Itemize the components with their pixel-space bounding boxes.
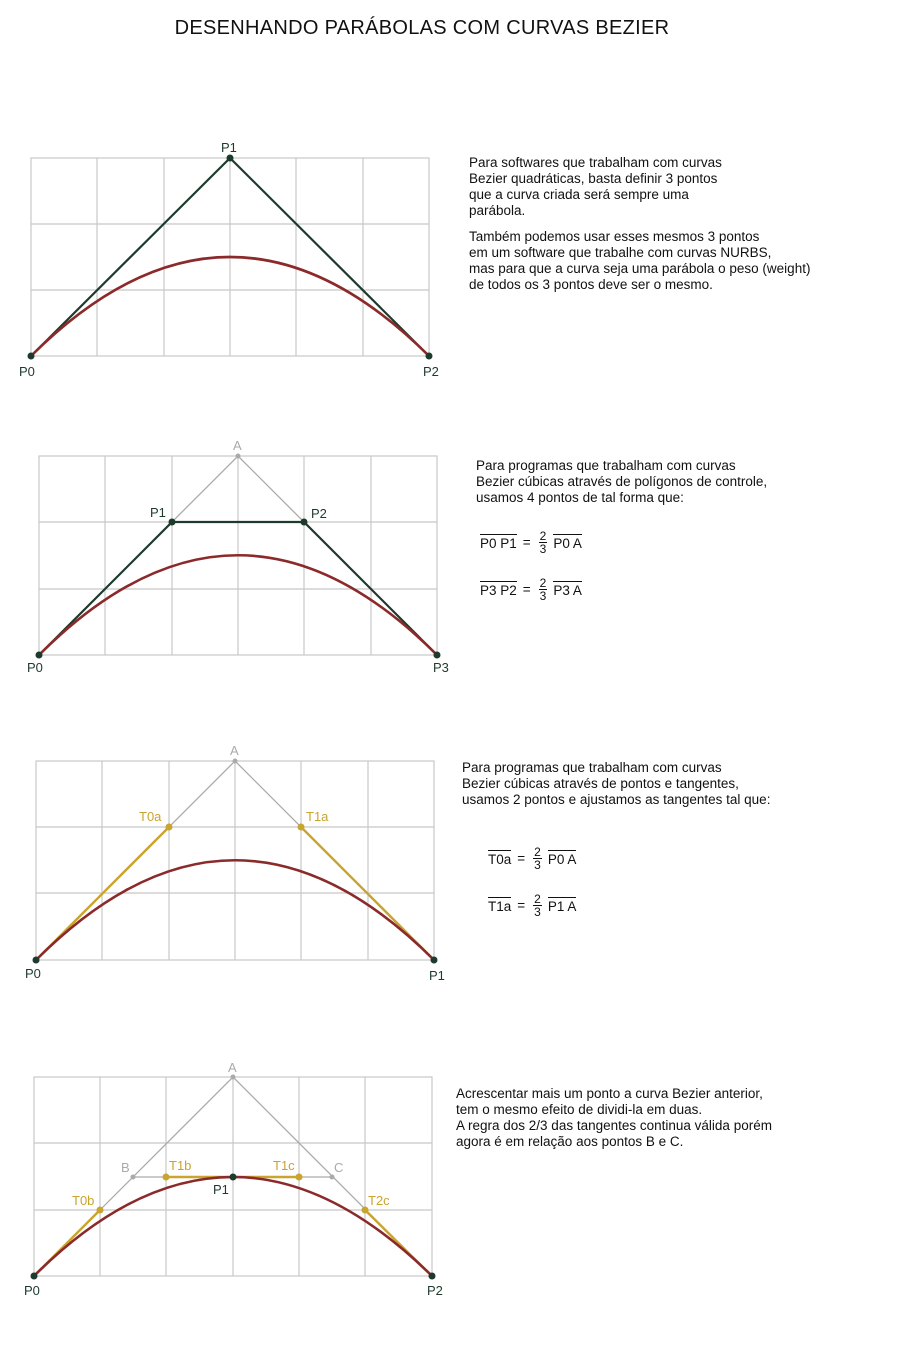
tangent-t1a <box>301 827 434 960</box>
grid-2 <box>39 456 437 655</box>
label-t2c: T2c <box>368 1193 390 1208</box>
point-a-2 <box>236 454 241 459</box>
formula-rhs: P0 A <box>547 852 577 867</box>
label-p1-3: P1 <box>429 968 445 983</box>
point-t0a <box>166 824 173 831</box>
label-a-3: A <box>230 743 239 758</box>
fraction-num: 2 <box>534 892 541 906</box>
bezier-curve-3 <box>36 860 434 960</box>
equals-sign: = <box>522 535 531 550</box>
label-p1: P1 <box>221 140 237 155</box>
label-c: C <box>334 1160 344 1175</box>
fraction <box>533 846 542 871</box>
formula-rhs: P3 A <box>553 583 582 598</box>
label-p0-2: P0 <box>27 660 43 675</box>
point-p3-2 <box>434 652 441 659</box>
description-3: Para programas que trabalham com curvas Bezier cúbicas através de pontos e tangentes, usamos 2 pontos e ajustamos as tangentes tal que: <box>462 760 771 807</box>
point-b <box>131 1175 136 1180</box>
fraction-num: 2 <box>539 529 547 543</box>
fraction <box>533 893 542 918</box>
fraction-num: 2 <box>539 576 547 590</box>
label-p3-2: P3 <box>433 660 449 675</box>
point-p0 <box>28 353 35 360</box>
fraction-den: 3 <box>539 542 547 556</box>
label-p1-4: P1 <box>213 1182 229 1197</box>
tangent-t0b <box>34 1210 100 1276</box>
tangent-t0a <box>36 827 169 960</box>
formula-lhs: P0 P1 <box>480 536 517 551</box>
page-title: DESENHANDO PARÁBOLAS COM CURVAS BEZIER <box>174 17 670 39</box>
point-c <box>330 1175 335 1180</box>
helper-lines-3 <box>36 761 434 960</box>
label-t1a: T1a <box>306 809 329 824</box>
description-2: Para programas que trabalham com curvas Bezier cúbicas através de polígonos de controle, usamos 4 pontos de tal forma que: <box>476 458 768 505</box>
description-1-para-2: Também podemos usar esses mesmos 3 pontos em um software que trabalhe com curvas NURBS, mas para que a curva seja uma parábola o peso (weight) de todos os 3 pontos deve ser o mesmo. <box>469 229 811 292</box>
fraction <box>539 530 548 555</box>
bezier-curve-2 <box>39 555 437 655</box>
point-t0b <box>97 1207 104 1214</box>
label-t1c: T1c <box>273 1158 295 1173</box>
formula-2-1 <box>480 530 582 555</box>
grid-4 <box>34 1077 432 1276</box>
formula-3-2 <box>488 893 576 918</box>
control-polygon-2 <box>39 522 437 655</box>
point-p2-2 <box>301 519 308 526</box>
bezier-curve-1 <box>31 257 429 356</box>
point-p1-4 <box>230 1174 237 1181</box>
formula-rhs: P1 A <box>547 899 577 914</box>
label-p2-2: P2 <box>311 506 327 521</box>
description-1 <box>469 155 810 293</box>
label-p0-4: P0 <box>24 1283 40 1298</box>
grid-1 <box>31 158 429 356</box>
label-a-4: A <box>228 1060 237 1075</box>
equals-sign: = <box>517 851 526 866</box>
point-p0-3 <box>33 957 40 964</box>
point-t1a <box>298 824 305 831</box>
fraction-den: 3 <box>539 589 547 603</box>
label-p0-3: P0 <box>25 966 41 981</box>
fraction <box>539 577 548 602</box>
point-a-4 <box>231 1075 236 1080</box>
label-p2: P2 <box>423 364 439 379</box>
label-t1b: T1b <box>169 1158 192 1173</box>
point-p0-2 <box>36 652 43 659</box>
tangent-t2c <box>365 1210 432 1276</box>
formula-rhs: P0 A <box>553 536 582 551</box>
formula-lhs: T0a <box>488 852 512 867</box>
point-t2c <box>362 1207 369 1214</box>
helper-lines-2 <box>39 456 437 655</box>
point-t1b <box>163 1174 170 1181</box>
label-a-2: A <box>233 438 242 453</box>
fraction-den: 3 <box>534 858 541 872</box>
label-p0: P0 <box>19 364 35 379</box>
point-a-3 <box>233 759 238 764</box>
bezier-curve-4 <box>34 1177 432 1276</box>
equals-sign: = <box>522 582 531 597</box>
point-p2-4 <box>429 1273 436 1280</box>
label-p2-4: P2 <box>427 1283 443 1298</box>
label-t0b: T0b <box>72 1193 95 1208</box>
description-4: Acrescentar mais um ponto a curva Bezier anterior, tem o mesmo efeito de dividi-la em duas. A regra dos 2/3 das tangentes continua válida porém agora é em relação aos pontos B e C. <box>456 1086 772 1149</box>
formula-lhs: P3 P2 <box>480 583 517 598</box>
point-p0-4 <box>31 1273 38 1280</box>
fraction-num: 2 <box>534 845 541 859</box>
helper-lines-4 <box>34 1077 432 1276</box>
label-t0a: T0a <box>139 809 162 824</box>
point-p2 <box>426 353 433 360</box>
description-1-para-1: Para softwares que trabalham com curvas Bezier quadráticas, basta definir 3 pontos que a curva criada será sempre uma parábola. <box>469 155 722 218</box>
label-p1-2: P1 <box>150 505 166 520</box>
formula-lhs: T1a <box>488 899 512 914</box>
point-p1-2 <box>169 519 176 526</box>
point-t1c <box>296 1174 303 1181</box>
grid-3 <box>36 761 434 960</box>
point-p1 <box>227 155 234 162</box>
fraction-den: 3 <box>534 905 541 919</box>
point-p1-3 <box>431 957 438 964</box>
label-b: B <box>121 1160 130 1175</box>
control-polygon-1 <box>31 158 429 356</box>
formula-3-1 <box>488 846 576 871</box>
formula-2-2 <box>480 577 582 602</box>
equals-sign: = <box>517 898 526 913</box>
